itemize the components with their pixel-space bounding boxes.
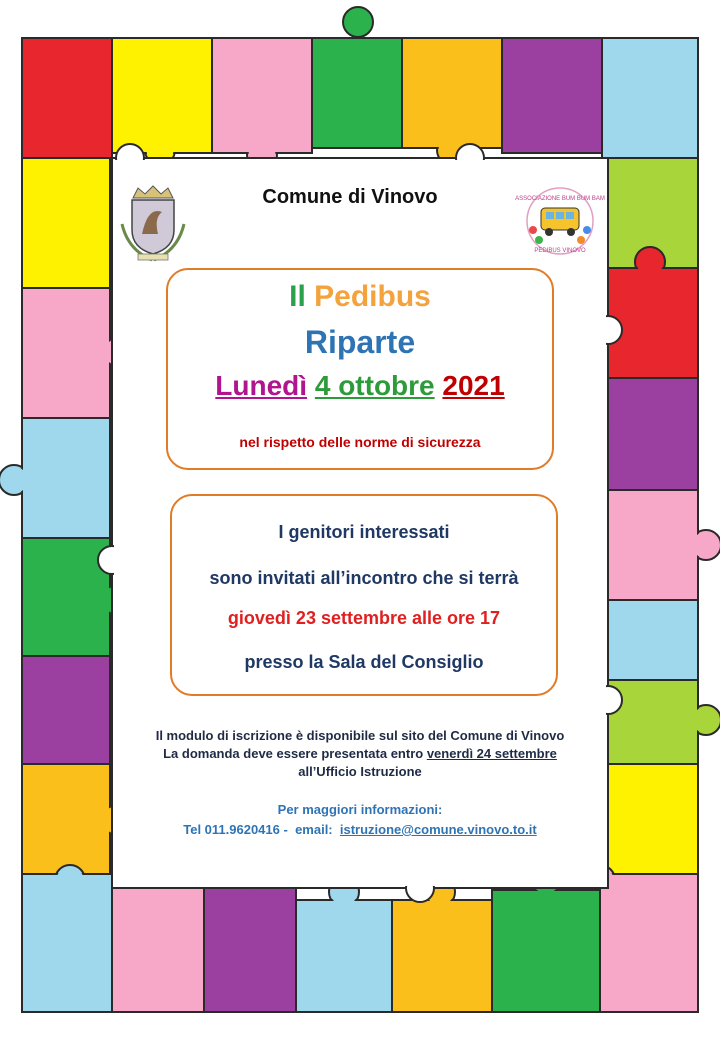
puzzle-piece-12 <box>22 764 110 874</box>
headline-riparte: Riparte <box>304 324 416 360</box>
headline-date <box>166 370 554 402</box>
puzzle-piece-16 <box>608 378 698 490</box>
meeting-location: presso la Sala del Consiglio <box>244 652 484 672</box>
puzzle-tab-fill-17-0 <box>693 532 720 559</box>
puzzle-piece-11 <box>22 656 110 764</box>
safety-note: nel rispetto delle norme di sicurezza <box>239 434 481 450</box>
puzzle-tab-fill-19-0 <box>693 707 720 734</box>
headline-title <box>166 280 554 314</box>
puzzle-piece-17 <box>608 490 698 600</box>
puzzle-piece-5 <box>502 38 602 153</box>
date-day: Lunedì <box>215 370 308 401</box>
contacts-heading: Per maggiori informazioni: <box>277 802 443 817</box>
puzzle-piece-20 <box>608 764 698 874</box>
puzzle-piece-26 <box>492 890 600 1012</box>
contact-email-link[interactable]: istruzione@comune.vinovo.to.it <box>339 822 537 837</box>
puzzle-piece-13 <box>22 874 112 1012</box>
puzzle-piece-18 <box>608 600 698 680</box>
puzzle-tab-fill-9-0 <box>1 467 28 494</box>
puzzle-piece-2 <box>212 38 312 153</box>
puzzle-piece-4 <box>402 38 502 148</box>
date-year: 2021 <box>442 370 505 401</box>
puzzle-tab-fill-3-0 <box>345 9 372 36</box>
puzzle-piece-10 <box>22 538 110 656</box>
puzzle-piece-23 <box>204 888 296 1012</box>
meeting-line-2: sono invitati all’incontro che si terrà <box>209 568 519 588</box>
puzzle-piece-19 <box>608 680 698 764</box>
headline-word-pedibus: Pedibus <box>314 280 431 313</box>
registration-line-2 <box>120 746 600 761</box>
puzzle-tab-fill-13-0 <box>57 867 84 894</box>
registration-deadline: venerdì 24 settembre <box>426 746 557 761</box>
pedibus-association-logo-icon <box>515 186 605 256</box>
svg-text:ASSOCIAZIONE BUM BUM BAM: ASSOCIAZIONE BUM BUM BAM <box>515 196 605 202</box>
puzzle-piece-21 <box>600 874 698 1012</box>
puzzle-piece-8 <box>22 288 110 418</box>
svg-text:PEDIBUS VINOVO: PEDIBUS VINOVO <box>534 248 586 254</box>
meeting-line-1: I genitori interessati <box>278 522 450 542</box>
contact-email-label: email: <box>295 822 333 837</box>
puzzle-piece-22 <box>112 888 204 1012</box>
municipal-crest-icon <box>118 184 188 264</box>
puzzle-piece-0 <box>22 38 112 158</box>
puzzle-piece-3 <box>312 38 402 148</box>
meeting-date: giovedì 23 settembre alle ore 17 <box>227 608 501 628</box>
contacts-line <box>120 822 600 837</box>
puzzle-piece-6 <box>602 38 698 158</box>
puzzle-piece-15 <box>608 268 698 378</box>
page-title: Comune di Vinovo <box>262 186 438 208</box>
puzzle-piece-25 <box>392 900 492 1012</box>
puzzle-piece-7 <box>22 158 110 288</box>
headline-word-il: Il <box>289 280 306 313</box>
puzzle-piece-9 <box>22 418 110 538</box>
date-rest: 4 ottobre <box>314 370 435 401</box>
registration-office: all’Ufficio Istruzione <box>298 764 422 779</box>
puzzle-piece-1 <box>112 38 212 153</box>
contact-phone: Tel 011.9620416 - <box>183 822 288 837</box>
registration-line-1: Il modulo di iscrizione è disponibile sul sito del Comune di Vinovo <box>155 728 565 743</box>
registration-prefix: La domanda deve essere presentata entro <box>163 746 427 761</box>
puzzle-tab-fill-15-0 <box>637 249 664 276</box>
puzzle-piece-24 <box>296 900 392 1012</box>
